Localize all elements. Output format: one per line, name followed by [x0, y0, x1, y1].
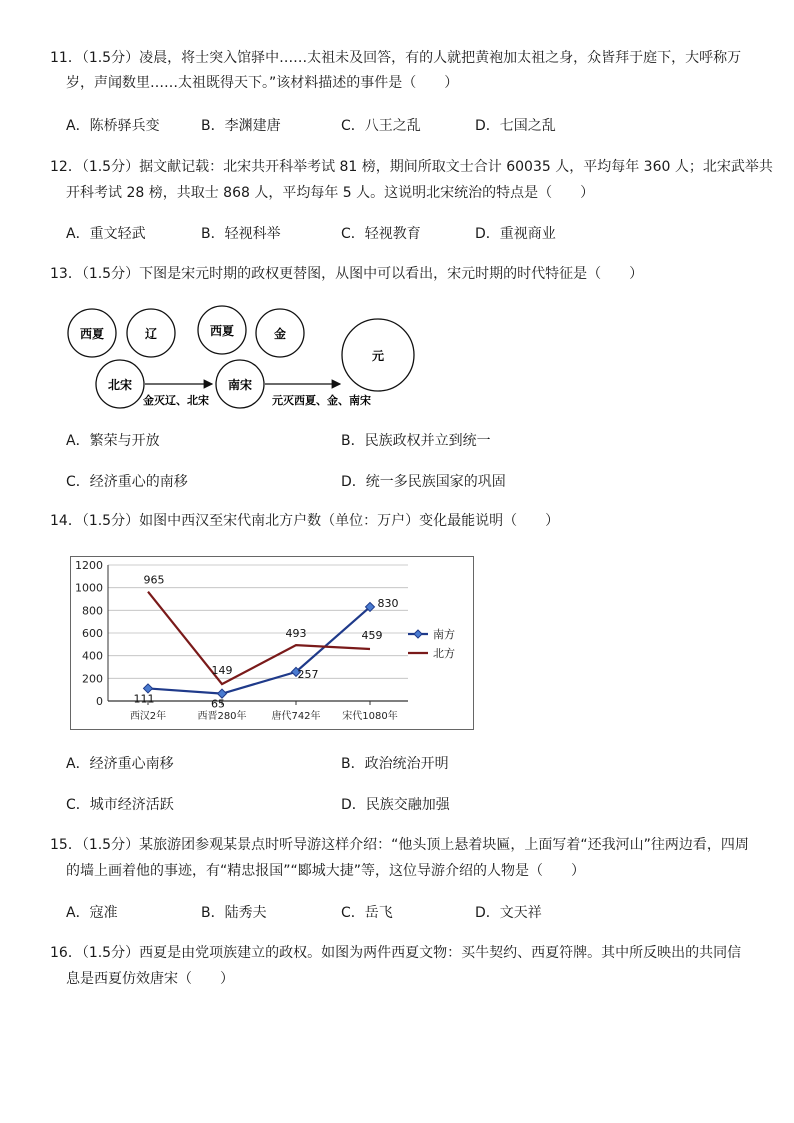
q11-line1: 11．（1.5分）凌晨，将士突入馆驿中……太祖未及回答，有的人就把黄袍加太祖之身，众皆拜于庭下，大呼称万: [50, 50, 742, 66]
household-line-chart: [70, 556, 474, 730]
node-xixia-1: [68, 309, 116, 357]
node-beisong-label: 北宋: [107, 378, 133, 392]
q15-option-b[interactable]: B．陆秀夫: [201, 905, 267, 921]
node-jin-label: 金: [273, 327, 287, 341]
q14-option-c[interactable]: C．城市经济活跃: [66, 797, 174, 813]
q12-option-b[interactable]: B．轻视科举: [201, 226, 281, 242]
y-tick-label-800: 800: [82, 604, 103, 618]
q12-line2: 开科考试 28 榜，共取士 868 人，平均每年 5 人。这说明北宋统治的特点是（ ）: [66, 185, 595, 201]
legend-0-label: 南方: [433, 628, 455, 641]
node-xixia-1-label: 西夏: [79, 327, 105, 341]
y-tick-label-600: 600: [82, 627, 103, 640]
series-0-data-label-1: 65: [211, 697, 225, 711]
node-liao: [127, 309, 175, 357]
q11-option-a[interactable]: A．陈桥驿兵变: [66, 118, 160, 134]
y-tick-label-1200: 1200: [75, 559, 103, 572]
series-1-data-label-0: 965: [143, 573, 165, 587]
series-0-data-label-3: 830: [377, 596, 399, 610]
series-1-data-label-3: 459: [361, 628, 383, 642]
arrow1-label: 金灭辽、北宋: [143, 394, 209, 407]
arrow2-label: 元灭西夏、金、南宋: [272, 394, 371, 407]
q14-option-a[interactable]: A．经济重心南移: [66, 756, 174, 772]
x-tick-label-2: 唐代742年: [271, 711, 321, 722]
node-nansong-label: 南宋: [227, 378, 253, 392]
y-tick-label-0: 0: [96, 695, 103, 708]
chart-frame: [71, 557, 474, 730]
q16-line2: 息是西夏仿效唐宋（ ）: [66, 971, 234, 987]
node-nansong: [216, 360, 264, 408]
q11-option-c[interactable]: C．八王之乱: [341, 118, 421, 134]
q12-line1: 12．（1.5分）据文献记载：北宋共开科举考试 81 榜，期间所取文士合计 60035 人，平均每年 360 人；北宋武举共: [50, 159, 773, 175]
node-beisong: [96, 360, 144, 408]
node-yuan-label: 元: [371, 349, 385, 363]
node-xixia-2-label: 西夏: [209, 324, 235, 338]
q12-option-d[interactable]: D．重视商业: [475, 226, 556, 242]
legend-1-label: 北方: [433, 647, 455, 660]
q14-line1: 14．（1.5分）如图中西汉至宋代南北方户数（单位：万户）变化最能说明（ ）: [50, 513, 560, 529]
q15-line2: 的墙上画着他的事迹，有“精忠报国”“郾城大捷”等，这位导游介绍的人物是（ ）: [66, 863, 586, 879]
q11-line2: 岁，声闻数里……太祖既得天下。”该材料描述的事件是（ ）: [66, 75, 459, 91]
y-tick-label-200: 200: [82, 672, 103, 686]
node-yuan: [342, 319, 414, 391]
q13-option-b[interactable]: B．民族政权并立到统一: [341, 433, 491, 449]
series-1-data-label-1: 149: [211, 664, 233, 678]
node-jin: [256, 309, 304, 357]
q11-option-d[interactable]: D．七国之乱: [475, 118, 556, 134]
x-tick-label-1: 西晋280年: [197, 711, 247, 722]
series-0-data-label-0: 111: [133, 692, 155, 706]
q13-option-c[interactable]: C．经济重心的南移: [66, 474, 188, 490]
q16-line1: 16．（1.5分）西夏是由党项族建立的政权。如图为两件西夏文物：买牛契约、西夏符牌。其中所反映出的共同信: [50, 945, 742, 961]
q15-line1: 15．（1.5分）某旅游团参观某景点时听导游这样介绍：“他头顶上悬着块匾，上面写着“还我河山”往两边看，四周: [50, 837, 749, 853]
series-1-data-label-2: 493: [285, 627, 307, 641]
q15-option-a[interactable]: A．寇准: [66, 905, 118, 921]
node-liao-label: 辽: [144, 327, 158, 341]
x-tick-label-0: 西汉2年: [129, 711, 167, 722]
q15-option-d[interactable]: D．文天祥: [475, 905, 542, 921]
node-xixia-2: [198, 306, 246, 354]
series-0-data-label-2: 257: [297, 667, 319, 681]
q15-option-c[interactable]: C．岳飞: [341, 905, 393, 921]
y-tick-label-400: 400: [82, 649, 103, 663]
x-tick-label-3: 宋代1080年: [342, 711, 398, 722]
y-tick-label-1000: 1000: [75, 581, 103, 595]
q12-option-a[interactable]: A．重文轻武: [66, 226, 146, 242]
q13-option-a[interactable]: A．繁荣与开放: [66, 433, 160, 449]
q12-option-c[interactable]: C．轻视教育: [341, 226, 421, 242]
q14-option-b[interactable]: B．政治统治开明: [341, 756, 449, 772]
q14-option-d[interactable]: D．民族交融加强: [341, 797, 450, 813]
q13-line1: 13．（1.5分）下图是宋元时期的政权更替图，从图中可以看出，宋元时期的时代特征是（ ）: [50, 266, 644, 282]
q11-option-b[interactable]: B．李渊建唐: [201, 118, 281, 134]
q13-option-d[interactable]: D．统一多民族国家的巩固: [341, 474, 506, 490]
regime-succession-diagram: [60, 300, 430, 415]
